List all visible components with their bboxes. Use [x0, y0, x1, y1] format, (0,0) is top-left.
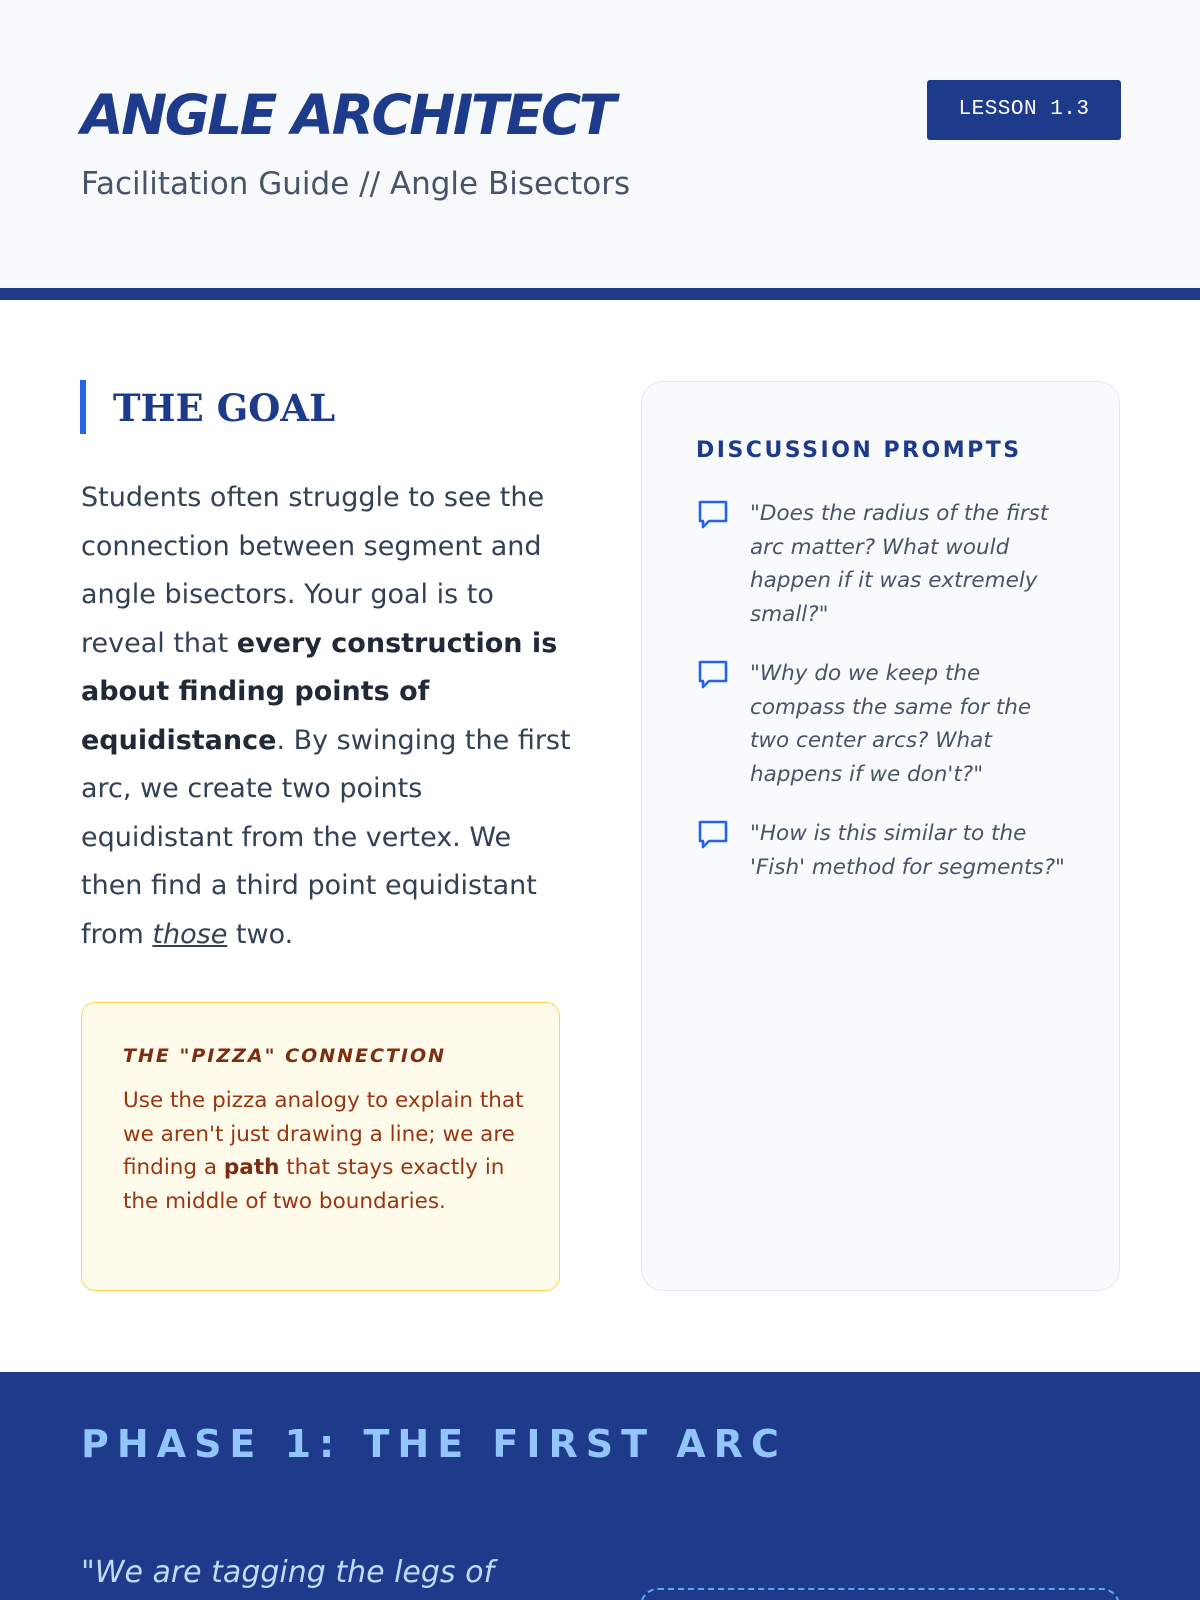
goal-heading: THE GOAL — [113, 386, 336, 430]
goal-text-emphasis: those — [152, 918, 228, 950]
goal-accent-bar — [80, 380, 86, 434]
speech-bubble-icon — [696, 657, 730, 691]
pizza-text-bold: path — [223, 1155, 280, 1180]
prompt-text: "Does the radius of the first arc matter? What would happen if it was extremely small?" — [750, 501, 1049, 627]
goal-text-part2: . By swinging the first arc, we create two points equidistant from the vertex. We then find a third point equidistant from — [81, 724, 571, 950]
phase-section — [0, 1372, 1200, 1600]
goal-text-bold: every construction is about finding points of equidistance — [81, 627, 558, 756]
phase-diagram-box — [640, 1588, 1120, 1600]
goal-text-part1: Students often struggle to see the connection between segment and angle bisectors. Your goal is to reveal that — [81, 482, 545, 659]
prompt-text: "How is this similar to the 'Fish' method for segments?" — [750, 821, 1065, 880]
prompt-text: "Why do we keep the compass the same for the two center arcs? What happens if we don't?" — [750, 661, 1032, 787]
pizza-text-part2: that stays exactly in the middle of two boundaries. — [123, 1155, 505, 1214]
page-header — [0, 0, 1200, 288]
page-subtitle: Facilitation Guide // Angle Bisectors — [81, 166, 631, 202]
goal-text-part3: two. — [227, 918, 294, 950]
pizza-callout-text — [123, 1084, 528, 1218]
lesson-badge: LESSON 1.3 — [927, 80, 1121, 140]
pizza-text-part1: Use the pizza analogy to explain that we aren't just drawing a line; we are finding a — [123, 1088, 524, 1180]
phase-quote: "We are tagging the legs of — [81, 1555, 495, 1590]
page-title: ANGLE ARCHITECT — [81, 83, 614, 147]
speech-bubble-icon — [696, 817, 730, 851]
pizza-callout-title: THE "PIZZA" CONNECTION — [123, 1045, 447, 1067]
pizza-callout — [81, 1002, 560, 1291]
speech-bubble-icon — [696, 497, 730, 531]
discussion-prompts-title: DISCUSSION PROMPTS — [696, 438, 1022, 463]
phase-title: PHASE 1: THE FIRST ARC — [81, 1422, 787, 1466]
discussion-prompts-card — [641, 381, 1120, 1291]
header-divider — [0, 288, 1200, 300]
goal-paragraph — [81, 474, 571, 959]
